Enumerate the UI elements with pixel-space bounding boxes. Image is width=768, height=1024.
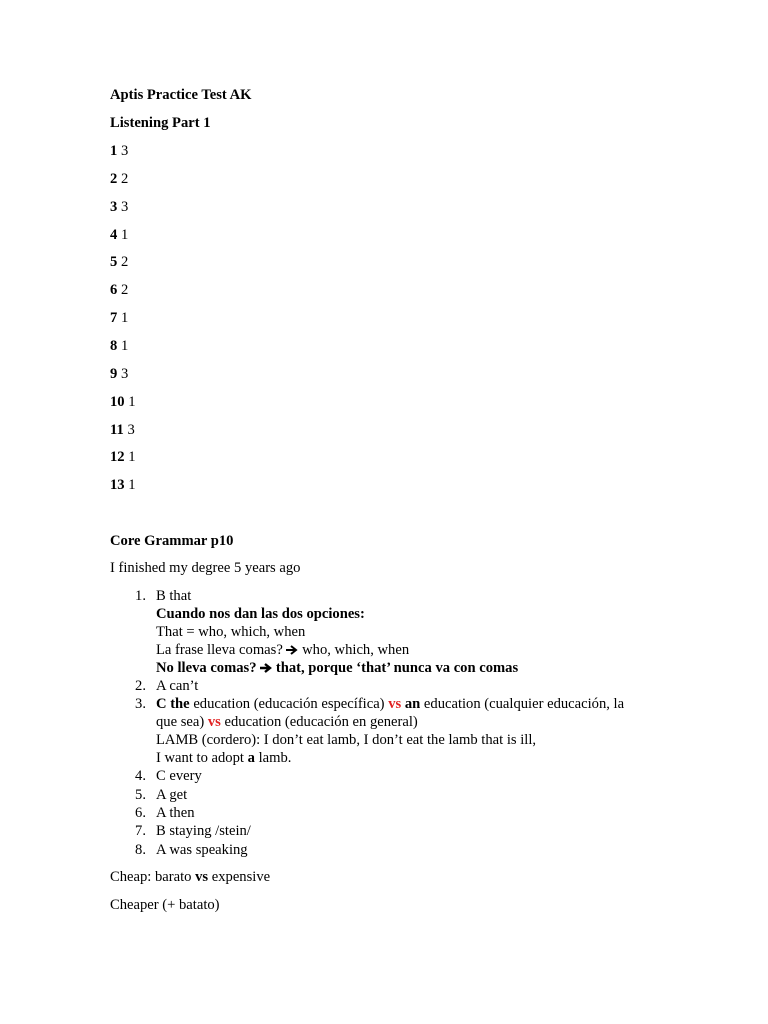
article-an: an (404, 696, 421, 712)
listening-heading: Listening Part 1 (110, 115, 211, 131)
question-number: 10 (110, 394, 125, 410)
that-equals-note: That = who, which, when (156, 624, 306, 640)
vs-marker: vs (207, 714, 221, 730)
article-a: a (247, 750, 255, 766)
cheaper-note: Cheaper (+ batato) (110, 897, 220, 913)
options-heading: Cuando nos dan las dos opciones: (156, 606, 365, 622)
grammar-item-number: 8. (135, 842, 146, 858)
note-text: lamb. (258, 750, 292, 766)
listening-answer-row (110, 226, 128, 244)
lamb-note: LAMB (cordero): I don’t eat lamb, I don’t eat the lamb that is ill, (156, 732, 537, 748)
grammar-item-answer: C every (156, 768, 202, 784)
grammar-item-number: 4. (135, 768, 146, 784)
question-number: 6 (110, 282, 118, 298)
listening-answer-row (110, 281, 128, 299)
grammar-item-answer (156, 695, 624, 713)
cheap-note (110, 868, 270, 886)
answer-value: 2 (120, 282, 129, 298)
answer-value: 1 (120, 310, 129, 326)
grammar-item-answer: B staying /stein/ (156, 823, 251, 839)
grammar-item-number: 6. (135, 805, 146, 821)
answer-value: 3 (120, 366, 129, 382)
listening-answer-row (110, 170, 128, 188)
question-number: 8 (110, 338, 118, 354)
answer-value: 1 (128, 394, 136, 410)
grammar-item-answer: A get (156, 787, 188, 803)
answer-value: 1 (120, 338, 129, 354)
no-commas-question: No lleva comas? (156, 660, 257, 676)
listening-answer-row (110, 142, 128, 160)
answer-value: 1 (128, 477, 136, 493)
no-commas-answer: that, porque ‘that’ nunca va con comas (275, 660, 519, 676)
no-commas-note (156, 659, 518, 677)
grammar-item-number: 3. (135, 696, 146, 712)
answer-value: 1 (120, 227, 129, 243)
listening-answer-row (110, 393, 136, 411)
document-title: Aptis Practice Test AK (110, 87, 252, 103)
grammar-item-number: 7. (135, 823, 146, 839)
note-text: I want to adopt (156, 750, 244, 766)
question-number: 12 (110, 449, 125, 465)
question-number: 1 (110, 143, 118, 159)
grammar-item-number: 2. (135, 678, 146, 694)
listening-answer-row (110, 421, 135, 439)
answer-value: 2 (120, 254, 129, 270)
note-text: education (cualquier educación, la (423, 696, 625, 712)
listening-answer-row (110, 448, 136, 466)
note-text: expensive (211, 869, 271, 885)
answer-value: 1 (128, 449, 136, 465)
note-text: education (educación específica) (193, 696, 385, 712)
note-text: Cheap: barato (110, 869, 192, 885)
question-number: 9 (110, 366, 118, 382)
question-number: 13 (110, 477, 125, 493)
note-text: education (educación en general) (224, 714, 418, 730)
grammar-intro: I finished my degree 5 years ago (110, 560, 301, 576)
vs-marker: vs (195, 869, 209, 885)
grammar-item-answer: B that (156, 588, 192, 604)
right-arrow-icon (260, 663, 272, 673)
question-number: 7 (110, 310, 118, 326)
question-number: 4 (110, 227, 118, 243)
grammar-item-answer: A can’t (156, 678, 199, 694)
listening-answer-row (110, 198, 128, 216)
item3-note-line (156, 713, 418, 731)
listening-answer-row (110, 476, 136, 494)
commas-answer: who, which, when (302, 642, 410, 658)
right-arrow-icon (286, 645, 298, 655)
grammar-item-number: 5. (135, 787, 146, 803)
note-text: que sea) (156, 714, 205, 730)
grammar-heading: Core Grammar p10 (110, 533, 234, 549)
answer-value: 3 (120, 143, 129, 159)
question-number: 11 (110, 422, 124, 438)
adopt-note (156, 749, 291, 767)
grammar-item-answer: A then (156, 805, 195, 821)
question-number: 5 (110, 254, 118, 270)
listening-answer-row (110, 309, 128, 327)
vs-marker: vs (388, 696, 402, 712)
answer-value: 3 (120, 199, 129, 215)
listening-answer-row (110, 365, 128, 383)
answer-value: 3 (127, 422, 135, 438)
grammar-item-number: 1. (135, 588, 146, 604)
commas-question: La frase lleva comas? (156, 642, 283, 658)
item-answer-text: C the (156, 696, 190, 712)
question-number: 3 (110, 199, 118, 215)
listening-answer-row (110, 337, 128, 355)
answer-value: 2 (120, 171, 129, 187)
grammar-item-answer: A was speaking (156, 842, 248, 858)
question-number: 2 (110, 171, 118, 187)
commas-note (156, 641, 409, 659)
listening-answer-row (110, 253, 128, 271)
